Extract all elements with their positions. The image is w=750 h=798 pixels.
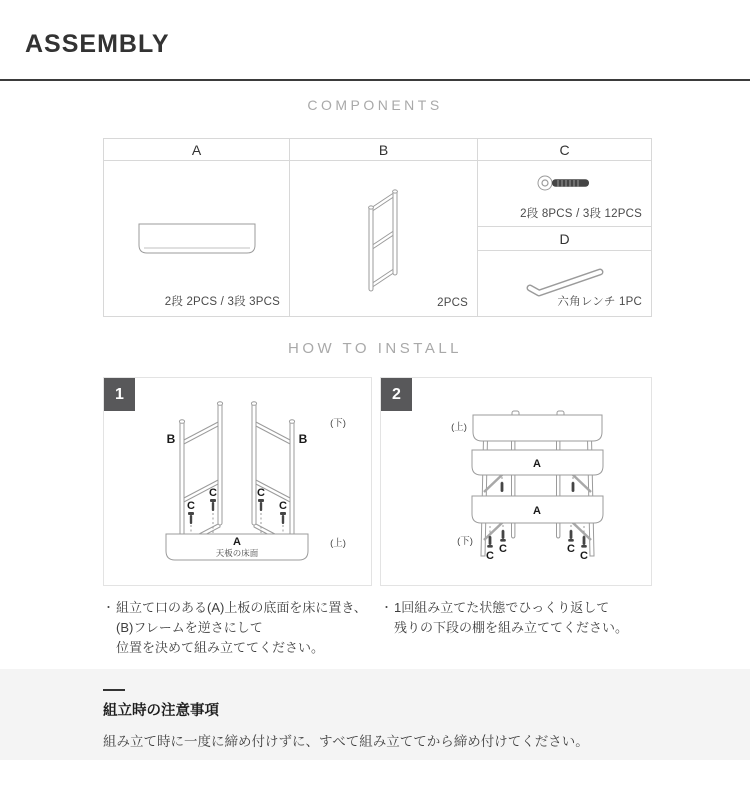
part-d-qty: 六角レンチ 1PC (557, 296, 642, 308)
notice-heading: 組立時の注意事項 (103, 703, 219, 719)
part-b-cell (290, 161, 477, 316)
part-d-header: D (478, 227, 651, 251)
svg-text:C: C (567, 543, 575, 555)
svg-text:A: A (533, 458, 541, 470)
svg-text:A: A (533, 505, 541, 517)
bottom-screw-callouts (486, 525, 588, 562)
step-1-badge: 1 (104, 378, 135, 411)
label-ue: (上) (451, 422, 467, 433)
part-b-qty: 2PCS (437, 297, 468, 309)
part-a-qty: 2段 2PCS / 3段 3PCS (164, 296, 280, 308)
part-b-header: B (290, 139, 477, 161)
frame-right-drawing (251, 402, 294, 553)
components-table (103, 138, 652, 317)
svg-text:C: C (499, 543, 507, 555)
base-caption: 天板の床面 (215, 548, 259, 558)
bullet: ・ (381, 602, 392, 614)
label-ue: (上) (330, 538, 346, 549)
svg-text:C: C (486, 550, 494, 562)
install-step-1-panel (103, 377, 372, 586)
step-1-note-text (116, 598, 377, 658)
label-a: A (233, 536, 241, 548)
notice-dash (103, 689, 125, 691)
svg-text:C: C (580, 550, 588, 562)
svg-text:C: C (209, 487, 217, 499)
svg-text:C: C (257, 487, 265, 499)
label-shita: (下) (457, 536, 473, 547)
part-column-b (290, 139, 478, 316)
svg-text:C: C (187, 500, 195, 512)
svg-text:C: C (279, 500, 287, 512)
bolt-icon (536, 172, 594, 194)
part-c-header: C (478, 139, 651, 161)
part-column-cd (478, 139, 651, 316)
note-line: 位置を決めて組み立ててください。 (116, 640, 325, 655)
step-2-diagram (381, 378, 651, 585)
note-line: 組立て口のある(A)上板の底面を床に置き、 (116, 600, 367, 615)
part-d-cell (478, 251, 651, 316)
bullet: ・ (103, 602, 114, 614)
install-heading: HOW TO INSTALL (287, 340, 463, 357)
step-1-note (103, 598, 377, 658)
label-b-left: B (166, 432, 176, 446)
side-frame-icon (362, 183, 406, 295)
part-c-qty: 2段 8PCS / 3段 12PCS (520, 208, 642, 220)
note-line: 残りの下段の棚を組み立ててください。 (394, 620, 629, 635)
note-line: (B)フレームを逆さにして (116, 620, 263, 635)
top-panel-drawing (473, 411, 602, 441)
title-divider (0, 79, 750, 81)
part-column-a (104, 139, 290, 316)
part-c-cell (478, 161, 651, 227)
components-heading: COMPONENTS (307, 97, 443, 113)
notice-body: 組み立て時に一度に締め付けずに、すべて組み立ててから締め付けてください。 (103, 734, 589, 749)
step-2-note (381, 598, 655, 638)
shelf-board-icon (137, 222, 257, 256)
install-step-2-panel (380, 377, 652, 586)
frame-left-drawing (179, 402, 222, 553)
assembly-notice-section (0, 669, 750, 760)
step-2-note-text (394, 598, 655, 638)
part-a-header: A (104, 139, 289, 161)
step-2-badge: 2 (381, 378, 412, 411)
note-line: 1回組み立てた状態でひっくり返して (394, 600, 610, 615)
label-shita: (下) (330, 418, 346, 429)
label-b-right: B (298, 432, 308, 446)
page-title: ASSEMBLY (25, 30, 170, 58)
step-1-diagram (104, 378, 371, 585)
part-a-cell (104, 161, 289, 316)
